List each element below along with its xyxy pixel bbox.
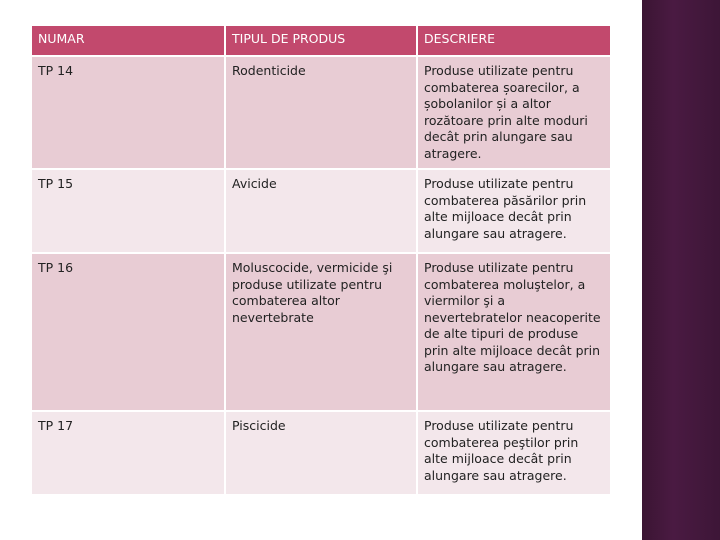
cell-tip: Piscicide (226, 412, 416, 494)
header-tipul-de-produs: TIPUL DE PRODUS (226, 26, 416, 55)
table-row (32, 254, 610, 410)
table-row (32, 170, 610, 252)
cell-numar: TP 17 (32, 412, 224, 494)
cell-tip: Rodenticide (226, 57, 416, 168)
cell-descriere: Produse utilizate pentru combaterea peştilor prin alte mijloace decât prin alungare sau atragere. (418, 412, 610, 494)
cell-descriere: Produse utilizate pentru combaterea șoarecilor, a șobolanilor și a altor rozătoare prin alte moduri decât prin alungare sau atragere. (418, 57, 610, 168)
cell-tip: Avicide (226, 170, 416, 252)
header-numar: NUMAR (32, 26, 224, 55)
slide-side-gap (626, 0, 642, 540)
cell-tip: Moluscocide, vermicide şi produse utilizate pentru combaterea altor nevertebrate (226, 254, 416, 410)
product-types-table (30, 24, 612, 496)
table-row (32, 412, 610, 494)
cell-descriere: Produse utilizate pentru combaterea păsărilor prin alte mijloace decât prin alungare sau atragere. (418, 170, 610, 252)
table-header-row (32, 26, 610, 55)
table-row (32, 57, 610, 168)
product-types-table-container (30, 24, 612, 496)
cell-numar: TP 15 (32, 170, 224, 252)
cell-numar: TP 16 (32, 254, 224, 410)
cell-numar: TP 14 (32, 57, 224, 168)
slide-side-band (642, 0, 720, 540)
cell-descriere: Produse utilizate pentru combaterea moluştelor, a viermilor şi a nevertebratelor neacoperite de alte tipuri de produse prin alte mijloace decât prin alungare sau atragere. (418, 254, 610, 410)
header-descriere: DESCRIERE (418, 26, 610, 55)
